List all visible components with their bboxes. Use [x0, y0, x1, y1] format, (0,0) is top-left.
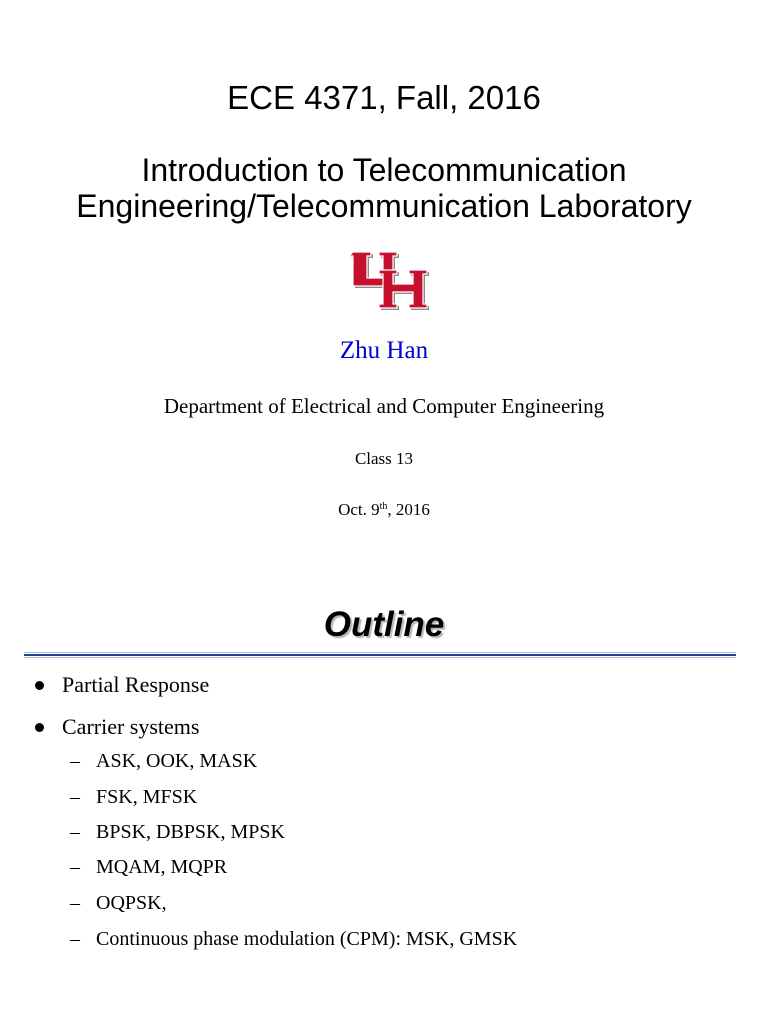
- sub-item-label: OQPSK,: [96, 892, 167, 914]
- author-name: Zhu Han: [339, 337, 429, 364]
- course-subtitle: [0, 152, 768, 224]
- date-ordinal-suffix: th: [379, 501, 388, 512]
- course-title: ECE 4371, Fall, 2016: [227, 79, 541, 116]
- sub-item-label: MQAM, MQPR: [96, 856, 228, 878]
- sub-item-label: Continuous phase modulation (CPM): MSK, GMSK: [96, 928, 518, 950]
- dash-icon: –: [70, 856, 80, 878]
- dash-icon: –: [70, 892, 80, 914]
- dash-icon: –: [70, 750, 80, 772]
- date-year: , 2016: [387, 500, 430, 519]
- dash-icon: –: [70, 786, 80, 808]
- bullet-label: Partial Response: [62, 672, 210, 697]
- lecture-date: [0, 499, 768, 521]
- department-name: Department of Electrical and Computer Engineering: [163, 394, 605, 418]
- subtitle-line-2: Engineering/Telecommunication Laboratory: [76, 188, 692, 224]
- sub-item-label: FSK, MFSK: [96, 786, 198, 808]
- class-number: Class 13: [354, 449, 414, 468]
- date-month-day: Oct. 9: [338, 500, 380, 519]
- dash-icon: –: [70, 928, 80, 950]
- outline-slide: [0, 580, 768, 1024]
- title-divider: [24, 652, 736, 658]
- sub-item-label: BPSK, DBPSK, MPSK: [96, 821, 285, 843]
- uh-logo-icon: [349, 246, 439, 310]
- subtitle-line-1: Introduction to Telecommunication: [141, 152, 627, 188]
- outline-title: Outline: [323, 605, 445, 644]
- dash-icon: –: [70, 821, 80, 843]
- bullet-label: Carrier systems: [62, 714, 200, 739]
- bullet-dot-icon: [35, 681, 44, 690]
- bullet-dot-icon: [35, 723, 44, 732]
- sub-item-label: ASK, OOK, MASK: [96, 750, 258, 772]
